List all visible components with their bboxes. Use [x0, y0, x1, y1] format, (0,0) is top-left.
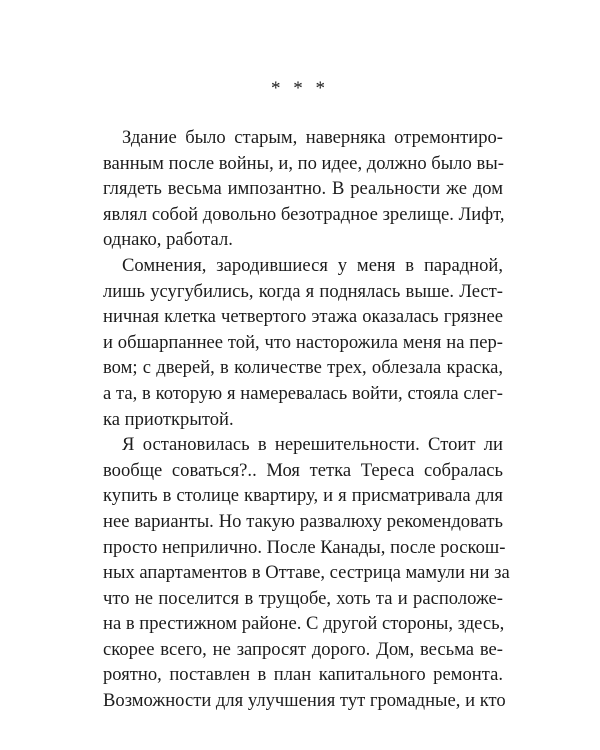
text-line: глядеть весьма импозантно. В реальности же дом: [103, 178, 503, 200]
body-text: [103, 125, 510, 714]
text-line: Здание было старым, наверняка отремонтиро-: [122, 127, 503, 148]
text-line: Сомнения, зародившиеся у меня в парадной,: [122, 254, 503, 276]
text-line: на в престижном районе. С другой стороны, здесь,: [103, 613, 505, 635]
text-line: просто неприлично. После Канады, после роскош-: [103, 536, 506, 558]
text-line: ванным после войны, и, по идее, должно было вы-: [103, 152, 504, 174]
text-line: а та, в которую я намеревалась войти, стояла слег-: [103, 382, 503, 404]
text-line: вом; с дверей, в количестве трех, облезала краска,: [103, 357, 503, 379]
text-line: вообще соваться?.. Моя тетка Тереса собралась: [103, 459, 503, 481]
paragraph: [103, 253, 503, 432]
paragraph: [103, 432, 510, 714]
text-line: Возможности для улучшения тут громадные, и кто: [103, 690, 506, 712]
text-line: и обшарпаннее той, что насторожила меня на пер-: [103, 331, 503, 353]
text-line: что не поселится в трущобе, хоть та и расположе-: [103, 587, 503, 609]
text-line: Я остановилась в нерешительности. Стоит ли: [122, 434, 503, 456]
text-line: купить в столице квартиру, и я присматривала для: [103, 485, 503, 507]
section-separator: * * *: [271, 78, 329, 99]
paragraph: [103, 125, 503, 253]
text-line: скорее всего, не запросят дорого. Дом, весьма ве-: [103, 638, 503, 660]
text-line: ничная клетка четвертого этажа оказалась грязнее: [103, 306, 503, 328]
text-line: лишь усугубились, когда я поднялась выше. Лест-: [103, 280, 503, 302]
text-line: ка приоткрытой.: [103, 408, 234, 430]
text-line: являл собой довольно безотрадное зрелище. Лифт,: [103, 203, 505, 225]
text-line: ных апартаментов в Оттаве, сестрица мамули ни за: [103, 562, 510, 584]
text-line: нее варианты. Но такую развалюху рекомендовать: [103, 510, 503, 532]
text-line: роятно, поставлен в план капитального ремонта.: [103, 664, 503, 686]
text-line: однако, работал.: [103, 229, 233, 251]
